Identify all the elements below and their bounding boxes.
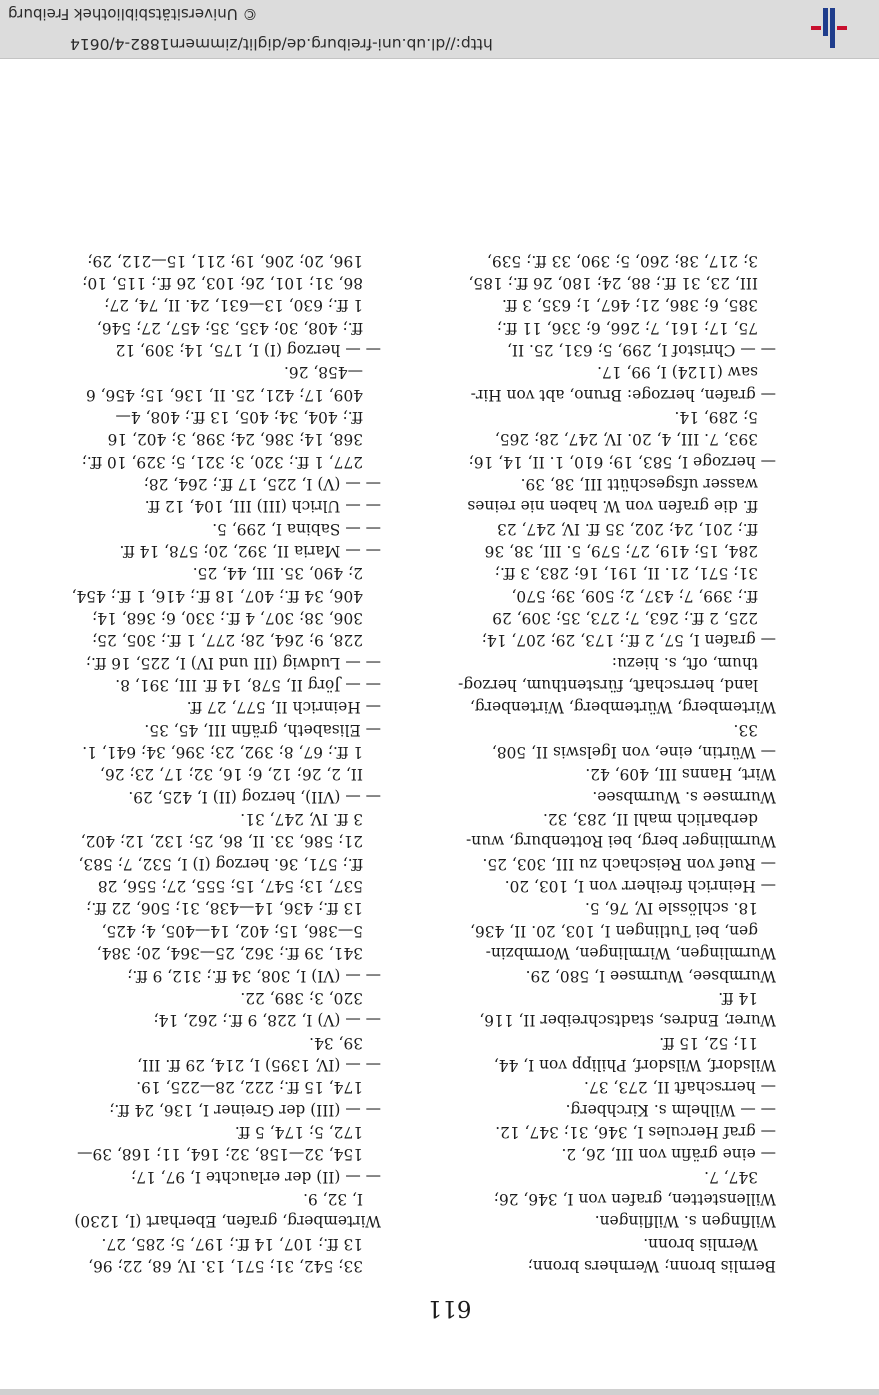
index-entry-line: Wirtemberg, grafen, Eberhart (I, 1230): [74, 1212, 381, 1231]
index-entry-line: ff. die grafen von W. haben nie reines: [467, 497, 758, 516]
index-entry-line: saw (1124) I, 99, 17.: [597, 363, 758, 382]
index-entry-line: ff.; 404, 34; 405, 13 ff.; 408, 4—: [115, 407, 363, 426]
index-entry-line: — grafen I, 57, 2 ff.; 173, 29; 207, 14;: [481, 631, 776, 650]
index-entry-line: wasser ufsgeschütt III, 38, 39.: [520, 474, 758, 493]
index-entry-line: 5; 289, 14.: [674, 407, 758, 426]
index-entry-line: I, 32, 9.: [303, 1189, 363, 1208]
index-entry-line: — — (IV, 1395) I, 214, 29 ff. III,: [137, 1055, 381, 1074]
index-entry-line: 406, 34 ff.; 407, 18 ff.; 416, 1 ff.; 454,: [71, 586, 363, 605]
index-entry-line: — herrschaft II, 273, 37.: [584, 1078, 776, 1097]
index-entry-line: — — Christof I, 299, 5; 631, 25. II,: [507, 340, 776, 359]
library-banner: [0, 0, 879, 59]
index-entry-line: — — herzog (I) I, 175, 14; 309, 12: [115, 340, 381, 359]
index-entry-line: ff.; 408, 30; 435, 35; 457, 27; 546,: [96, 318, 363, 337]
index-entry-line: 11; 52, 15 ff.: [659, 1033, 758, 1052]
index-entry-line: — — Ulrich (III) III, 104, 12 ff.: [144, 497, 381, 516]
index-entry-line: 31; 571, 21. II, 191, 16; 283, 3 ff.;: [494, 564, 758, 583]
index-entry-line: 172, 5; 174, 5 ff.: [234, 1122, 363, 1141]
index-entry-line: —458, 26.: [283, 363, 363, 382]
index-entry-line: ff.; 571, 36. herzog (I) I, 532, 7; 583,: [78, 854, 363, 873]
index-entry-line: 228, 9; 264, 28; 277, 1 ff.; 305, 25;: [92, 631, 363, 650]
index-entry-line: 39, 34.: [309, 1033, 363, 1052]
index-entry-line: III, 23, 31 ff.; 88, 24; 180, 26 ff.; 185,: [468, 273, 758, 292]
index-entry-line: — — (V) I, 228, 9 ff.; 262, 14;: [153, 1011, 381, 1030]
index-entry-line: Wurer, Endres, stadtschreiber II, 116,: [479, 1011, 776, 1030]
index-entry-line: 174, 15 ff.; 222, 28—225, 19.: [136, 1078, 363, 1097]
index-entry-line: 1 ff.; 67, 8; 392, 23; 396, 34; 641, 1.: [82, 743, 363, 762]
index-entry-line: — eine gräfin von III, 26, 2.: [561, 1145, 776, 1164]
index-entry-line: 320, 3; 389, 22.: [240, 988, 363, 1007]
index-entry-line: 154, 32—158, 32; 164, 11; 168, 39—: [77, 1145, 363, 1164]
index-entry-line: Wurmlingen, Wirmlingen, Wormbzin-: [485, 944, 776, 963]
index-column-right: [71, 249, 381, 1277]
index-entry-line: 196, 20; 206, 19; 211, 15—212, 29;: [87, 251, 363, 270]
index-entry-line: 3 ff. IV, 247, 31.: [240, 810, 363, 829]
index-entry-line: 306, 38; 307, 4 ff.; 330, 6; 368, 14;: [92, 609, 363, 628]
index-entry-line: 75, 17; 161, 7; 266, 6; 336, 11 ff.;: [496, 318, 758, 337]
index-entry-line: Wirt, Hanns III, 409, 42.: [585, 765, 776, 784]
index-entry-line: 225, 2 ff.; 263, 7; 273, 35; 309, 29: [492, 609, 758, 628]
index-entry-line: II, 2, 26; 12, 6; 16, 32; 17, 23; 26,: [100, 765, 363, 784]
index-entry-line: 18. schlössle IV, 76, 5.: [584, 899, 758, 918]
index-entry-line: gen, bei Tutlingen I, 103, 20. II, 436,: [470, 921, 758, 940]
index-entry-line: Willenstetten, grafen von I, 346, 26;: [493, 1189, 776, 1208]
index-entry-line: 277, 1 ff.; 320, 3; 321, 5; 329, 10 ff.;: [81, 452, 363, 471]
index-entry-line: 1 ff.; 630, 13—631, 24. II, 74, 27;: [104, 296, 363, 315]
index-entry-line: derbarlich mahl II, 283, 32.: [542, 810, 758, 829]
index-entry-line: — — (VII), herzog (II) I, 425, 29.: [128, 787, 381, 806]
index-entry-line: — grafen, herzoge: Bruno, abt von Hir-: [470, 385, 776, 404]
index-entry-line: 341, 39 ff.; 362, 25—364, 20; 384,: [96, 944, 363, 963]
index-entry-line: — — (II) der erlauchte I, 97, 17;: [130, 1167, 381, 1186]
index-entry-line: 13 ff.; 107, 14 ff.; 197, 5; 285, 27.: [101, 1234, 363, 1253]
index-entry-line: — — Wilhelm s. Kirchberg.: [565, 1100, 776, 1119]
index-entry-line: ff.; 399, 7; 437, 2; 509, 39; 570,: [511, 586, 758, 605]
index-entry-line: — — Sabina I, 299, 5.: [212, 519, 381, 538]
index-entry-line: 14 ff.: [718, 988, 758, 1007]
index-entry-line: — — (VI) I, 308, 34 ff.; 312, 9 ff.;: [127, 966, 381, 985]
index-entry-line: 33.: [733, 720, 758, 739]
index-entry-line: thum, oft, s. hiezu:: [611, 653, 758, 672]
index-entry-line: 284, 15; 419, 27; 579, 5. III, 38, 36: [484, 542, 758, 560]
index-entry-line: — herzoge I, 583, 19; 610, 1. II, 14, 16;: [468, 452, 776, 471]
index-entry-line: — Heinrich freiherr von I, 103, 20.: [504, 877, 776, 896]
copyright-notice: © Universitätsbibliothek Freiburg: [8, 5, 258, 23]
index-entry-line: Wilfingen s. Wilflingen.: [594, 1212, 776, 1231]
index-entry-line: 3; 217, 38; 260, 5; 390, 33 ff.; 539,: [487, 251, 758, 270]
index-entry-line: 537, 13; 547, 15; 555, 27; 556, 28: [97, 877, 363, 896]
document-url[interactable]: http://dl.ub.uni-freiburg.de/diglit/zimmern1882-4/0614: [70, 35, 493, 53]
index-entry-line: — graf Hercules I, 346, 31; 347, 12.: [495, 1122, 776, 1141]
index-entry-line: — — Maria II, 392, 20; 578, 14 ff.: [119, 542, 381, 560]
index-entry-line: 409, 17; 421, 25. II, 136, 15; 456, 6: [85, 385, 363, 404]
index-entry-line: — — (V) I, 225, 17 ff.; 264, 28;: [143, 474, 381, 493]
library-logo-icon: [808, 6, 852, 50]
viewer-bottom-bar: [0, 1389, 879, 1395]
index-entry-line: 2; 490, 35. III, 44, 25.: [192, 564, 363, 583]
index-column-left: [458, 249, 776, 1277]
index-entry-line: — — (III) der Greiner I, 136, 24 ff.;: [109, 1100, 381, 1119]
index-entry-line: ff.; 201, 24; 202, 35 ff. IV, 247, 23: [496, 519, 758, 538]
index-entry-line: — — Ludwig (III und IV) I, 225, 16 ff.;: [85, 653, 381, 672]
index-entry-line: — Heinrich II, 577, 27 ff.: [186, 698, 381, 717]
index-entry-line: Wilsdorf, Wilsdorf, Philipp von I, 44,: [493, 1055, 776, 1074]
index-entry-line: 33; 542, 31; 571, 13. IV, 68, 22; 96,: [88, 1257, 363, 1275]
index-entry-line: — Würtin, eine, von Igelswis II, 508,: [491, 743, 776, 762]
page-number: 611: [427, 1295, 472, 1321]
index-entry-line: 347, 7.: [704, 1167, 758, 1186]
index-entry-line: 13 ff.; 436, 14—438, 31; 506, 22 ff.;: [86, 899, 363, 918]
index-entry-line: Wurmbsee, Wurmsee I, 580, 29.: [525, 966, 776, 985]
index-entry-line: Wirtemberg, Würtemberg, Wirtenberg,: [469, 698, 776, 717]
index-entry-line: 86, 31; 101, 26; 103, 26 ff.; 115, 10;: [82, 273, 363, 292]
index-entry-line: land, herrschaft, fürstenthum, herzog-: [458, 676, 758, 695]
index-entry-line: 368, 14; 386, 24; 398, 3; 402, 16: [107, 430, 363, 449]
index-entry-line: Wernlis bronn.: [643, 1234, 758, 1253]
index-entry-line: 385, 6; 386, 21; 467, 1; 635, 3 ff.: [501, 296, 758, 315]
index-entry-line: — Ruef von Reischach zu III, 303, 25.: [482, 854, 776, 873]
index-entry-line: — — Jörg II, 578, 14 ff. III, 391, 8.: [115, 676, 381, 695]
index-entry-line: — Elisabeth, gräfin III, 45, 35.: [144, 720, 381, 739]
index-entry-line: 393, 7. III, 4, 20. IV, 247, 28; 265,: [494, 430, 758, 449]
index-entry-line: Wurmlinger berg, bei Rottenburg, wun-: [466, 832, 776, 851]
index-entry-line: Wurmsee s. Wurmbsee.: [592, 787, 776, 806]
index-entry-line: Bernlis bronn; Wernhers bronn;: [527, 1257, 776, 1275]
index-entry-line: 21; 586, 33. II, 86, 25; 132, 12; 402,: [80, 832, 363, 851]
index-entry-line: 5—386, 15; 402, 14—405, 4; 425,: [101, 921, 363, 940]
